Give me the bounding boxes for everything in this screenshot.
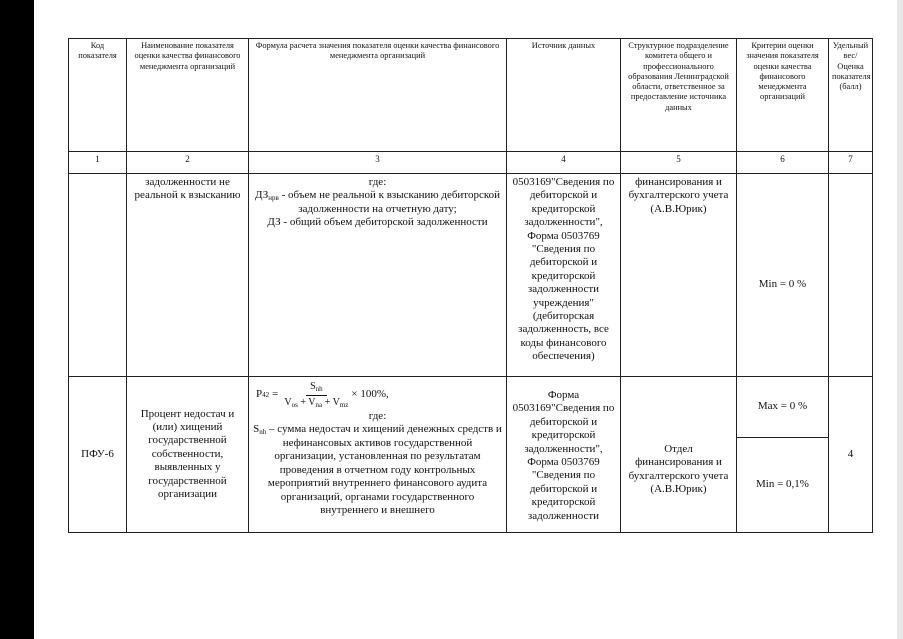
- row1-formula-line2: ДЗ - общий объем дебиторской задолженности: [267, 216, 488, 229]
- col-number: 4: [507, 152, 621, 174]
- criteria-max: Max = 0 %: [737, 377, 828, 438]
- desc-var: S: [253, 423, 260, 436]
- var-dz-desc: - объем не реальной к взысканию дебиторской задолженности на отчетную дату;: [278, 189, 501, 215]
- desc-var-subscript: nh: [259, 428, 267, 437]
- header-department: Структурное подразделение комитета общего и профессионального образования Ленинградской области, ответственное за предоставление источника данных: [621, 39, 737, 152]
- den-subscript: mz: [339, 400, 349, 409]
- fraction-denominator: [284, 396, 348, 410]
- row2-criteria: [737, 377, 829, 533]
- fraction-numerator: [306, 381, 327, 396]
- row2-indicator-name: Процент недостач и (или) хищений государственной собственности, выявленных у государственной организации: [127, 377, 249, 533]
- formula-tail: × 100%,: [351, 388, 389, 401]
- den-subscript: os: [291, 400, 298, 409]
- row1-indicator-name: задолженности не реальной к взысканию: [127, 174, 249, 377]
- desc-text: – сумма недостач и хищений денежных средств и нефинансовых активов государственной организации, установленная по результатам проведения в отчетном году контрольных мероприятий внутреннего финансового аудита организаций, органами государственного внутреннего и внешнего: [266, 423, 502, 517]
- row2-weight: 4: [829, 377, 873, 533]
- row2-formula: [249, 377, 507, 533]
- header-row: [69, 39, 873, 152]
- formula-lhs-subscript: 42: [262, 390, 270, 399]
- row1-department: финансирования и бухгалтерского учета (А.В.Юрик): [621, 174, 737, 377]
- header-weight: Удельный вес/Оценка показателя (балл): [829, 39, 873, 152]
- row2-source: [507, 377, 621, 533]
- scan-right-edge: [897, 0, 903, 639]
- criteria-min: Min = 0,1%: [756, 478, 809, 491]
- col-number: 7: [829, 152, 873, 174]
- row1-formula-where: где:: [368, 176, 387, 188]
- col-number: 6: [737, 152, 829, 174]
- row1-code: [69, 174, 127, 377]
- den-subscript: na: [315, 400, 323, 409]
- header-source: Источник данных: [507, 39, 621, 152]
- row1-criteria: [737, 174, 829, 377]
- formula-expression: [256, 381, 503, 409]
- table-row: [69, 377, 873, 533]
- header-formula: Формула расчета значения показателя оценки качества финансового менеджмента организаций: [249, 39, 507, 152]
- department-text: Отдел финансирования и бухгалтерского учета (А.В.Юрик): [628, 442, 729, 495]
- table-row: [69, 174, 873, 377]
- column-number-row: [69, 152, 873, 174]
- formula-equals: =: [272, 388, 279, 401]
- col-number: 2: [127, 152, 249, 174]
- num-var: S: [310, 381, 316, 392]
- col-number: 3: [249, 152, 507, 174]
- header-criteria: Критерии оценки значения показателя оценки качества финансового менеджмента организаций: [737, 39, 829, 152]
- col-number: 5: [621, 152, 737, 174]
- row2-department: [621, 377, 737, 533]
- row1-weight: [829, 174, 873, 377]
- den-var: + V: [322, 396, 340, 408]
- source-text: Форма 0503169"Сведения по дебиторской и кредиторской задолженности", Форма 0503769 "Сведения по дебиторской и кредиторской задолженности: [512, 389, 615, 522]
- scan-left-edge: [0, 0, 34, 639]
- var-dz: ДЗ: [254, 189, 269, 202]
- den-var: + V: [297, 396, 316, 408]
- row2-formula-desc: [252, 423, 503, 517]
- header-code: Код показателя: [69, 39, 127, 152]
- row1-formula-line1: [252, 189, 503, 216]
- col-number: 1: [69, 152, 127, 174]
- header-name: Наименование показателя оценки качества финансового менеджмента организаций: [127, 39, 249, 152]
- criteria-min: Min = 0 %: [758, 278, 807, 291]
- row2-formula-where: где:: [368, 410, 387, 423]
- var-dz-subscript: нрв: [268, 194, 279, 203]
- row1-formula: [249, 174, 507, 377]
- formula-fraction: [284, 381, 348, 409]
- num-var-subscript: nh: [315, 385, 323, 393]
- row1-source: 0503169"Сведения по дебиторской и кредиторской задолженности", Форма 0503769 "Сведения по дебиторской и кредиторской задолженности учреждения" (дебиторская задолженность, все коды финансового обеспечения): [507, 174, 621, 377]
- den-var: V: [284, 396, 292, 408]
- row2-code: ПФУ-6: [69, 377, 127, 533]
- formula-lhs: P: [256, 388, 263, 401]
- indicator-table: [68, 38, 873, 533]
